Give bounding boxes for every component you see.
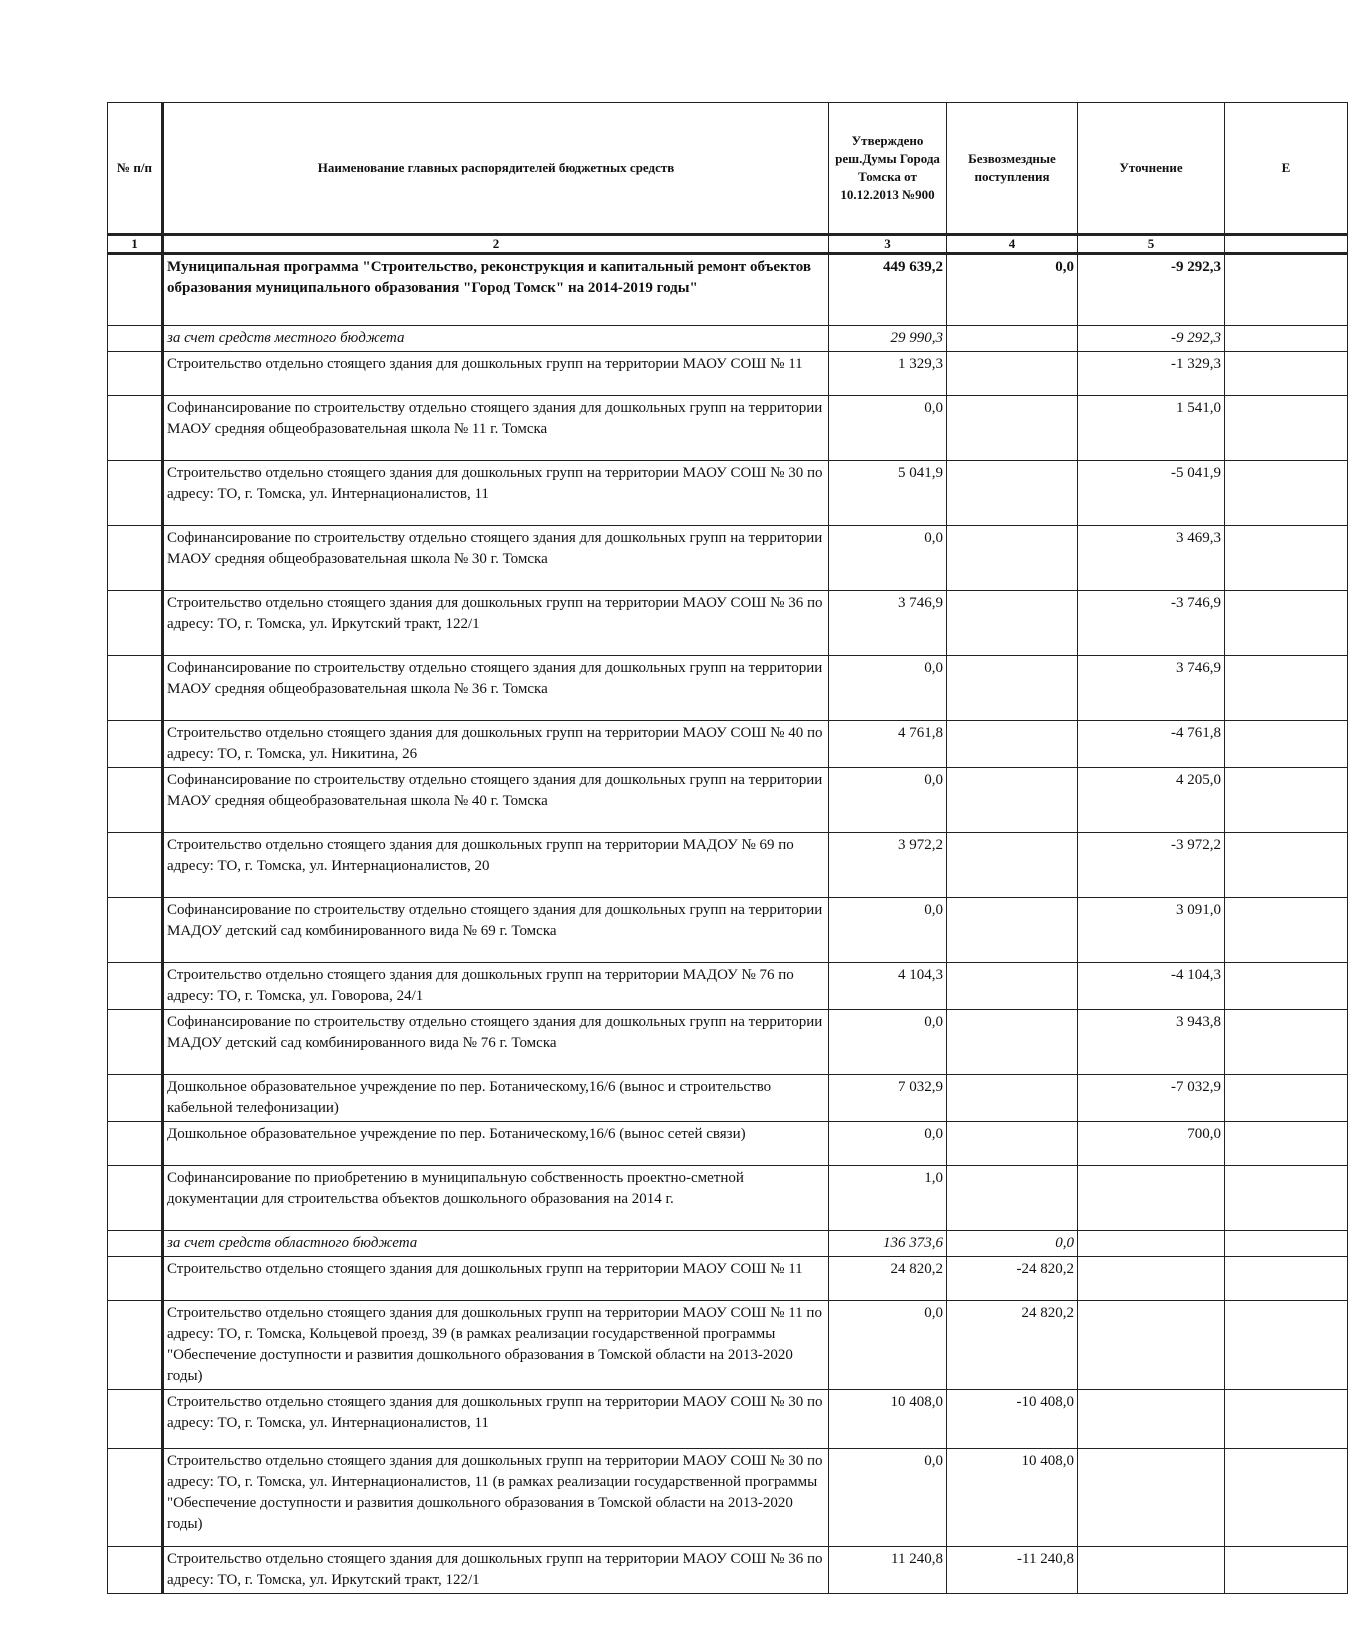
column-number-6 <box>1225 235 1348 254</box>
table-row <box>108 591 1348 656</box>
row-approved: 29 990,3 <box>829 326 947 352</box>
column-number-3: 3 <box>829 235 947 254</box>
row-grants <box>947 721 1078 768</box>
row-extra <box>1225 1122 1348 1166</box>
row-clarification: -9 292,3 <box>1078 326 1225 352</box>
row-approved: 1,0 <box>829 1166 947 1231</box>
table-row <box>108 1449 1348 1547</box>
row-name: Строительство отдельно стоящего здания для дошкольных групп на территории МАДОУ № 76 по адресу: ТО, г. Томска, ул. Говорова, 24/1 <box>163 963 829 1010</box>
table-row <box>108 721 1348 768</box>
row-grants: 0,0 <box>947 1231 1078 1257</box>
row-clarification: 4 205,0 <box>1078 768 1225 833</box>
table-row <box>108 898 1348 963</box>
row-number <box>108 1231 163 1257</box>
row-grants <box>947 526 1078 591</box>
table-row <box>108 461 1348 526</box>
row-grants <box>947 1122 1078 1166</box>
row-grants <box>947 461 1078 526</box>
row-grants <box>947 963 1078 1010</box>
row-grants <box>947 768 1078 833</box>
document-page <box>107 102 1291 1650</box>
row-clarification: 1 541,0 <box>1078 396 1225 461</box>
table-row <box>108 1010 1348 1075</box>
table-row <box>108 254 1348 326</box>
row-extra <box>1225 721 1348 768</box>
row-number <box>108 326 163 352</box>
row-name: Строительство отдельно стоящего здания для дошкольных групп на территории МАОУ СОШ № 30 по адресу: ТО, г. Томска, ул. Интернационалистов, 11 (в рамках реализации государственной программы "Обеспечение доступности и развития дошкольного образования в Томской области на 2013-2020 годы) <box>163 1449 829 1547</box>
row-approved: 449 639,2 <box>829 254 947 326</box>
table-row <box>108 326 1348 352</box>
row-name: Софинансирование по строительству отдельно стоящего здания для дошкольных групп на территории МАОУ средняя общеобразовательная школа № 40 г. Томска <box>163 768 829 833</box>
row-number <box>108 1010 163 1075</box>
row-number <box>108 1075 163 1122</box>
row-number <box>108 656 163 721</box>
row-clarification: 700,0 <box>1078 1122 1225 1166</box>
row-approved: 0,0 <box>829 1010 947 1075</box>
row-grants <box>947 352 1078 396</box>
row-number <box>108 1257 163 1301</box>
row-name: Муниципальная программа "Строительство, реконструкция и капитальный ремонт объектов образования муниципального образования "Город Томск" на 2014-2019 годы" <box>163 254 829 326</box>
header-approved: Утверждено реш.Думы Города Томска от 10.12.2013 №900 <box>829 103 947 235</box>
row-grants <box>947 1166 1078 1231</box>
row-name: Софинансирование по строительству отдельно стоящего здания для дошкольных групп на территории МАДОУ детский сад комбинированного вида № 69 г. Томска <box>163 898 829 963</box>
header-grants: Безвозмездные поступления <box>947 103 1078 235</box>
row-extra <box>1225 656 1348 721</box>
row-number <box>108 721 163 768</box>
row-extra <box>1225 461 1348 526</box>
row-clarification: -9 292,3 <box>1078 254 1225 326</box>
row-grants: -10 408,0 <box>947 1390 1078 1449</box>
budget-table <box>107 102 1348 1594</box>
table-row <box>108 656 1348 721</box>
row-approved: 0,0 <box>829 1301 947 1390</box>
row-clarification: -3 746,9 <box>1078 591 1225 656</box>
row-extra <box>1225 1257 1348 1301</box>
row-clarification: 3 469,3 <box>1078 526 1225 591</box>
row-clarification: -5 041,9 <box>1078 461 1225 526</box>
table-row <box>108 1075 1348 1122</box>
row-clarification: -4 761,8 <box>1078 721 1225 768</box>
row-grants <box>947 898 1078 963</box>
row-clarification <box>1078 1390 1225 1449</box>
row-approved: 1 329,3 <box>829 352 947 396</box>
row-grants <box>947 591 1078 656</box>
header-clarification: Уточнение <box>1078 103 1225 235</box>
row-extra <box>1225 1010 1348 1075</box>
row-extra <box>1225 1166 1348 1231</box>
row-extra <box>1225 1231 1348 1257</box>
row-approved: 3 972,2 <box>829 833 947 898</box>
row-clarification <box>1078 1257 1225 1301</box>
row-approved: 11 240,8 <box>829 1547 947 1594</box>
column-number-5: 5 <box>1078 235 1225 254</box>
row-clarification: -3 972,2 <box>1078 833 1225 898</box>
table-row <box>108 1166 1348 1231</box>
table-row <box>108 396 1348 461</box>
row-name: за счет средств местного бюджета <box>163 326 829 352</box>
row-extra <box>1225 898 1348 963</box>
row-extra <box>1225 254 1348 326</box>
row-approved: 10 408,0 <box>829 1390 947 1449</box>
row-grants <box>947 326 1078 352</box>
row-approved: 4 104,3 <box>829 963 947 1010</box>
row-clarification: 3 746,9 <box>1078 656 1225 721</box>
table-row <box>108 1390 1348 1449</box>
row-name: Строительство отдельно стоящего здания для дошкольных групп на территории МАОУ СОШ № 30 по адресу: ТО, г. Томска, ул. Интернационалистов, 11 <box>163 461 829 526</box>
row-clarification: 3 091,0 <box>1078 898 1225 963</box>
row-approved: 24 820,2 <box>829 1257 947 1301</box>
row-approved: 7 032,9 <box>829 1075 947 1122</box>
row-clarification: 3 943,8 <box>1078 1010 1225 1075</box>
row-name: Софинансирование по приобретению в муниципальную собственность проектно-сметной документации для строительства объектов дошкольного образования на 2014 г. <box>163 1166 829 1231</box>
header-next: Е <box>1225 103 1348 235</box>
row-name: Софинансирование по строительству отдельно стоящего здания для дошкольных групп на территории МАОУ средняя общеобразовательная школа № 36 г. Томска <box>163 656 829 721</box>
row-extra <box>1225 326 1348 352</box>
row-approved: 0,0 <box>829 396 947 461</box>
row-approved: 0,0 <box>829 1122 947 1166</box>
row-approved: 0,0 <box>829 656 947 721</box>
row-grants: 0,0 <box>947 254 1078 326</box>
row-clarification: -1 329,3 <box>1078 352 1225 396</box>
table-row <box>108 1257 1348 1301</box>
column-number-row <box>108 235 1348 254</box>
row-approved: 3 746,9 <box>829 591 947 656</box>
row-clarification <box>1078 1166 1225 1231</box>
row-approved: 0,0 <box>829 898 947 963</box>
row-clarification: -7 032,9 <box>1078 1075 1225 1122</box>
row-grants <box>947 656 1078 721</box>
row-number <box>108 396 163 461</box>
row-approved: 4 761,8 <box>829 721 947 768</box>
table-header-row <box>108 103 1348 235</box>
row-clarification <box>1078 1547 1225 1594</box>
row-clarification <box>1078 1449 1225 1547</box>
row-extra <box>1225 396 1348 461</box>
row-approved: 0,0 <box>829 768 947 833</box>
header-number: № п/п <box>108 103 163 235</box>
row-grants: -11 240,8 <box>947 1547 1078 1594</box>
row-grants: 24 820,2 <box>947 1301 1078 1390</box>
row-name: Строительство отдельно стоящего здания для дошкольных групп на территории МАОУ СОШ № 36 по адресу: ТО, г. Томска, ул. Иркутский тракт, 122/1 <box>163 1547 829 1594</box>
table-row <box>108 352 1348 396</box>
row-clarification <box>1078 1231 1225 1257</box>
row-extra <box>1225 1390 1348 1449</box>
row-extra <box>1225 1449 1348 1547</box>
row-number <box>108 1390 163 1449</box>
column-number-1: 1 <box>108 235 163 254</box>
row-name: Строительство отдельно стоящего здания для дошкольных групп на территории МАОУ СОШ № 36 по адресу: ТО, г. Томска, ул. Иркутский тракт, 122/1 <box>163 591 829 656</box>
row-number <box>108 1449 163 1547</box>
row-approved: 5 041,9 <box>829 461 947 526</box>
row-number <box>108 768 163 833</box>
row-approved: 136 373,6 <box>829 1231 947 1257</box>
row-approved: 0,0 <box>829 1449 947 1547</box>
row-extra <box>1225 591 1348 656</box>
row-number <box>108 1301 163 1390</box>
row-extra <box>1225 1547 1348 1594</box>
row-grants: -24 820,2 <box>947 1257 1078 1301</box>
row-name: за счет средств областного бюджета <box>163 1231 829 1257</box>
row-extra <box>1225 1301 1348 1390</box>
row-name: Дошкольное образовательное учреждение по пер. Ботаническому,16/6 (вынос и строительство кабельной телефонизации) <box>163 1075 829 1122</box>
row-grants <box>947 833 1078 898</box>
table-row <box>108 1301 1348 1390</box>
row-name: Строительство отдельно стоящего здания для дошкольных групп на территории МАДОУ № 69 по адресу: ТО, г. Томска, ул. Интернационалистов, 20 <box>163 833 829 898</box>
row-clarification: -4 104,3 <box>1078 963 1225 1010</box>
row-number <box>108 591 163 656</box>
row-number <box>108 1166 163 1231</box>
row-number <box>108 963 163 1010</box>
table-row <box>108 526 1348 591</box>
row-number <box>108 254 163 326</box>
row-grants <box>947 1075 1078 1122</box>
row-approved: 0,0 <box>829 526 947 591</box>
table-row <box>108 1231 1348 1257</box>
row-number <box>108 461 163 526</box>
column-number-2: 2 <box>163 235 829 254</box>
row-name: Софинансирование по строительству отдельно стоящего здания для дошкольных групп на территории МАОУ средняя общеобразовательная школа № 30 г. Томска <box>163 526 829 591</box>
table-row <box>108 963 1348 1010</box>
row-extra <box>1225 352 1348 396</box>
row-number <box>108 1547 163 1594</box>
row-extra <box>1225 963 1348 1010</box>
row-clarification <box>1078 1301 1225 1390</box>
row-name: Софинансирование по строительству отдельно стоящего здания для дошкольных групп на территории МАДОУ детский сад комбинированного вида № 76 г. Томска <box>163 1010 829 1075</box>
row-number <box>108 833 163 898</box>
row-name: Дошкольное образовательное учреждение по пер. Ботаническому,16/6 (вынос сетей связи) <box>163 1122 829 1166</box>
table-row <box>108 768 1348 833</box>
row-number <box>108 352 163 396</box>
row-number <box>108 526 163 591</box>
row-name: Строительство отдельно стоящего здания для дошкольных групп на территории МАОУ СОШ № 11 <box>163 352 829 396</box>
row-extra <box>1225 526 1348 591</box>
row-name: Софинансирование по строительству отдельно стоящего здания для дошкольных групп на территории МАОУ средняя общеобразовательная школа № 11 г. Томска <box>163 396 829 461</box>
row-extra <box>1225 768 1348 833</box>
row-number <box>108 898 163 963</box>
row-grants <box>947 1010 1078 1075</box>
row-extra <box>1225 1075 1348 1122</box>
header-name: Наименование главных распорядителей бюджетных средств <box>163 103 829 235</box>
table-row <box>108 1122 1348 1166</box>
row-name: Строительство отдельно стоящего здания для дошкольных групп на территории МАОУ СОШ № 11 <box>163 1257 829 1301</box>
row-grants: 10 408,0 <box>947 1449 1078 1547</box>
table-row <box>108 1547 1348 1594</box>
row-name: Строительство отдельно стоящего здания для дошкольных групп на территории МАОУ СОШ № 11 по адресу: ТО, г. Томска, Кольцевой проезд, 39 (в рамках реализации государственной программы "Обеспечение доступности и развития дошкольного образования в Томской области на 2013-2020 годы) <box>163 1301 829 1390</box>
row-grants <box>947 396 1078 461</box>
row-extra <box>1225 833 1348 898</box>
row-number <box>108 1122 163 1166</box>
column-number-4: 4 <box>947 235 1078 254</box>
row-name: Строительство отдельно стоящего здания для дошкольных групп на территории МАОУ СОШ № 40 по адресу: ТО, г. Томска, ул. Никитина, 26 <box>163 721 829 768</box>
table-row <box>108 833 1348 898</box>
row-name: Строительство отдельно стоящего здания для дошкольных групп на территории МАОУ СОШ № 30 по адресу: ТО, г. Томска, ул. Интернационалистов, 11 <box>163 1390 829 1449</box>
